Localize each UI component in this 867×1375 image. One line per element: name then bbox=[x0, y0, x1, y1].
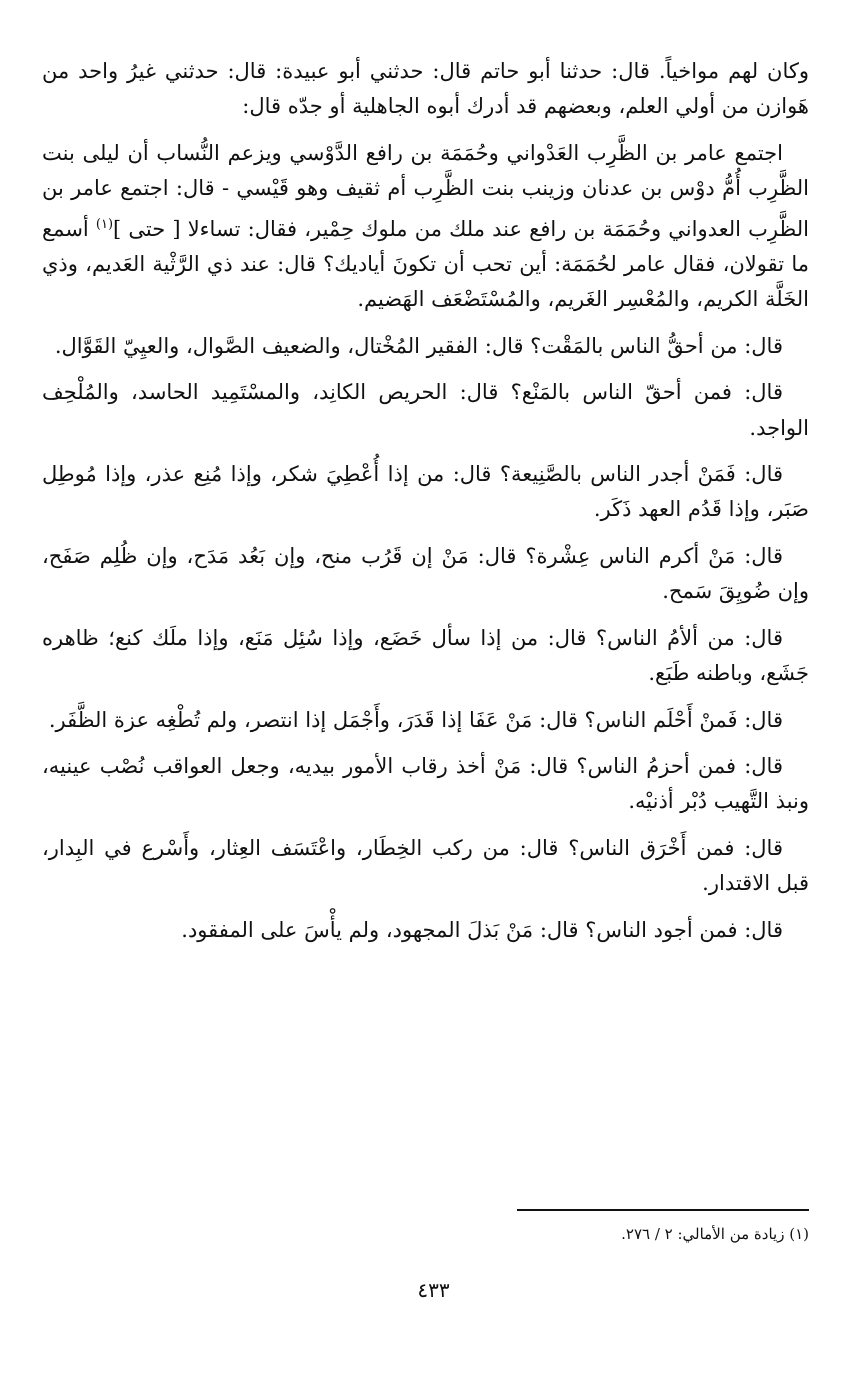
paragraph-sania: قال: فَمَنْ أجدر الناس بالصَّنِيعة؟ قال: من إذا أُعْطِيَ شكر، وإذا مُنِع عذر، وإذا مُوطِل صَبَر، وإذا قَدُم العهد ذَكَر. bbox=[42, 462, 809, 522]
paragraph-maqt: قال: من أحقُّ الناس بالمَقْت؟ قال: الفقير المُخْتال، والضعيف الصَّوال، والعيِيّ القَوَّال. bbox=[54, 333, 783, 358]
page-body bbox=[42, 54, 809, 959]
paragraph-gathering-tail: أسمع ما تقولان، فقال عامر لحُمَمَة: أين تحب أن تكونَ أياديك؟ قال: عند ذي الرَّثْية العَديم، وذي الخَلَّة الكريم، والمُعْسِر الغَريم، والمُسْتَضْعَف الهَضيم. bbox=[42, 216, 809, 312]
paragraph-man: قال: فمن أحقّ الناس بالمَنْع؟ قال: الحريص الكانِد، والمسْتَمِيد الحاسد، والمُلْحِف الواجد. bbox=[42, 380, 809, 440]
paragraph-intro: وكان لهم مواخياً. قال: حدثنا أبو حاتم قال: حدثني أبو عبيدة: قال: حدثني غيرُ واحد من هَوازن من أولي العلم، وبعضهم قد أدرك أبوه الجاهلية أو جدّه قال: bbox=[42, 59, 809, 119]
paragraph-gathering bbox=[42, 136, 809, 318]
paragraph-ishra: قال: مَنْ أكرم الناس عِشْرة؟ قال: مَنْ إن قَرُب منح، وإن بَعُد مَدَح، وإن ظُلِم صَفَح، وإن ضُويِقَ سَمح. bbox=[42, 543, 809, 604]
paragraph-ajwad: قال: فمن أجود الناس؟ قال: مَنْ بَذلَ المجهود، ولم يأْسَ على المفقود. bbox=[181, 917, 783, 942]
footnote-divider bbox=[517, 1209, 809, 1211]
paragraph-akhraq: قال: فمن أَخْرَق الناس؟ قال: من ركب الخِطَار، واعْتَسَف العِثار، وأَسْرع في البِدار، قبل الاقتدار. bbox=[42, 835, 809, 896]
page-number: ٤٣٣ bbox=[417, 1278, 450, 1302]
paragraph-ahzam: قال: فمن أحزمُ الناس؟ قال: مَنْ أخذ رقاب الأمور بيديه، وجعل العواقب نُصْب عينيه، ونبذ التَّهيب دُبْر أذنيْه. bbox=[42, 753, 809, 814]
paragraph-gathering-head: اجتمع عامر بن الظَّرِب العَدْواني وحُمَمَة بن رافع الدَّوْسي ويزعم النُّساب أن ليلى بنت الظَّرِب أُمُّ دوْس بن عدنان وزينب بنت الظَّرِب أم ثقيف وهو قَيْسي - قال: اجتمع عامر بن الظَّرِب العدواني وحُمَمَة بن رافع عند ملك من ملوك حِمْير، فقال: تساءلا [ حتى ] bbox=[42, 140, 809, 241]
paragraph-alam: قال: من ألأمُ الناس؟ قال: من إذا سأل خَضَع، وإذا سُئِل مَنَع، وإذا ملَك كنع؛ ظاهره جَشَع، وباطنه طَبَع. bbox=[42, 625, 809, 686]
paragraph-ahlam: قال: فَمنْ أَحْلَم الناس؟ قال: مَنْ عَفَا إذا قَدَرَ، وأَجْمَل إذا انتصر، ولم تُطْغِه عزة الظَّفَر. bbox=[48, 707, 783, 732]
footnote-marker[interactable]: (١) bbox=[95, 216, 114, 232]
footnote: (١) زيادة من الأمالي: ٢ / ٢٧٦. bbox=[621, 1225, 809, 1243]
